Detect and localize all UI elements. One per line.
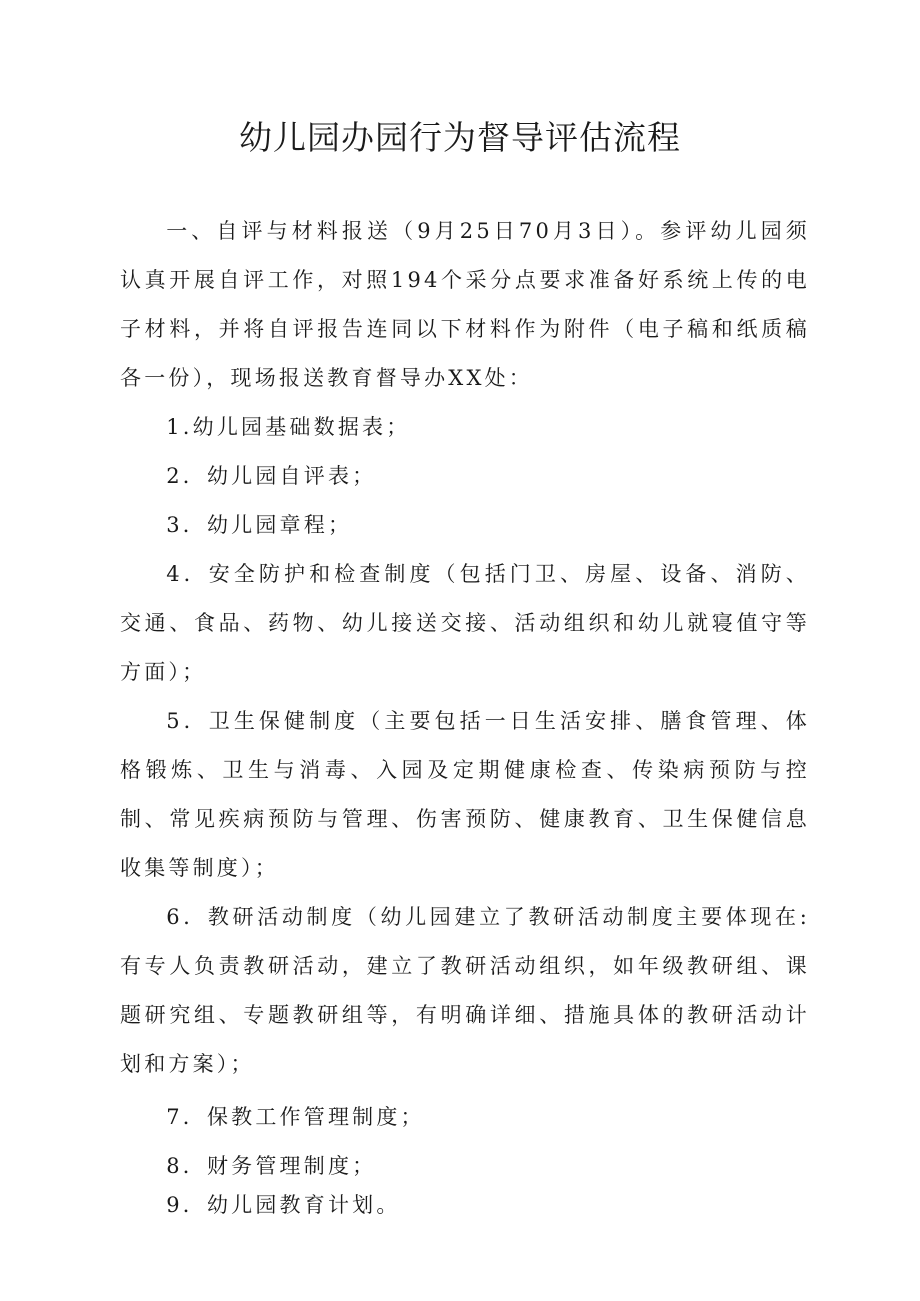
list-item: 7．保教工作管理制度； bbox=[166, 1105, 425, 1129]
list-item: 6．教研活动制度（幼儿园建立了教研活动制度主要体现在:有专人负责教研活动，建立了教研活动组织，如年级教研组、课题研究组、专题教研组等，有明确详细、措施具体的教研活动计划和方案）； bbox=[120, 905, 810, 1076]
list-item: 9．幼儿园教育计划。 bbox=[166, 1193, 401, 1217]
list-item: 3．幼儿园章程； bbox=[166, 513, 353, 537]
list-item: 8．财务管理制度； bbox=[166, 1154, 377, 1178]
document-body bbox=[120, 207, 810, 1230]
list-item: 4．安全防护和检查制度（包括门卫、房屋、设备、消防、交通、食品、药物、幼儿接送交接、活动组织和幼儿就寝值守等方面）； bbox=[120, 562, 810, 684]
list-item: 1.幼儿园基础数据表； bbox=[166, 415, 411, 439]
list-item: 5．卫生保健制度（主要包括一日生活安排、膳食管理、体格锻炼、卫生与消毒、入园及定期健康检查、传染病预防与控制、常见疾病预防与管理、伤害预防、健康教育、卫生保健信息收集等制度）； bbox=[120, 709, 810, 880]
intro-paragraph: 一、自评与材料报送（9月25日70月3日）。参评幼儿园须认真开展自评工作，对照194个采分点要求准备好系统上传的电子材料，并将自评报告连同以下材料作为附件（电子稿和纸质稿各一份），现场报送教育督导办XX处： bbox=[120, 219, 810, 390]
page-title: 幼儿园办园行为督导评估流程 bbox=[239, 118, 681, 157]
list-item: 2．幼儿园自评表； bbox=[166, 464, 377, 488]
